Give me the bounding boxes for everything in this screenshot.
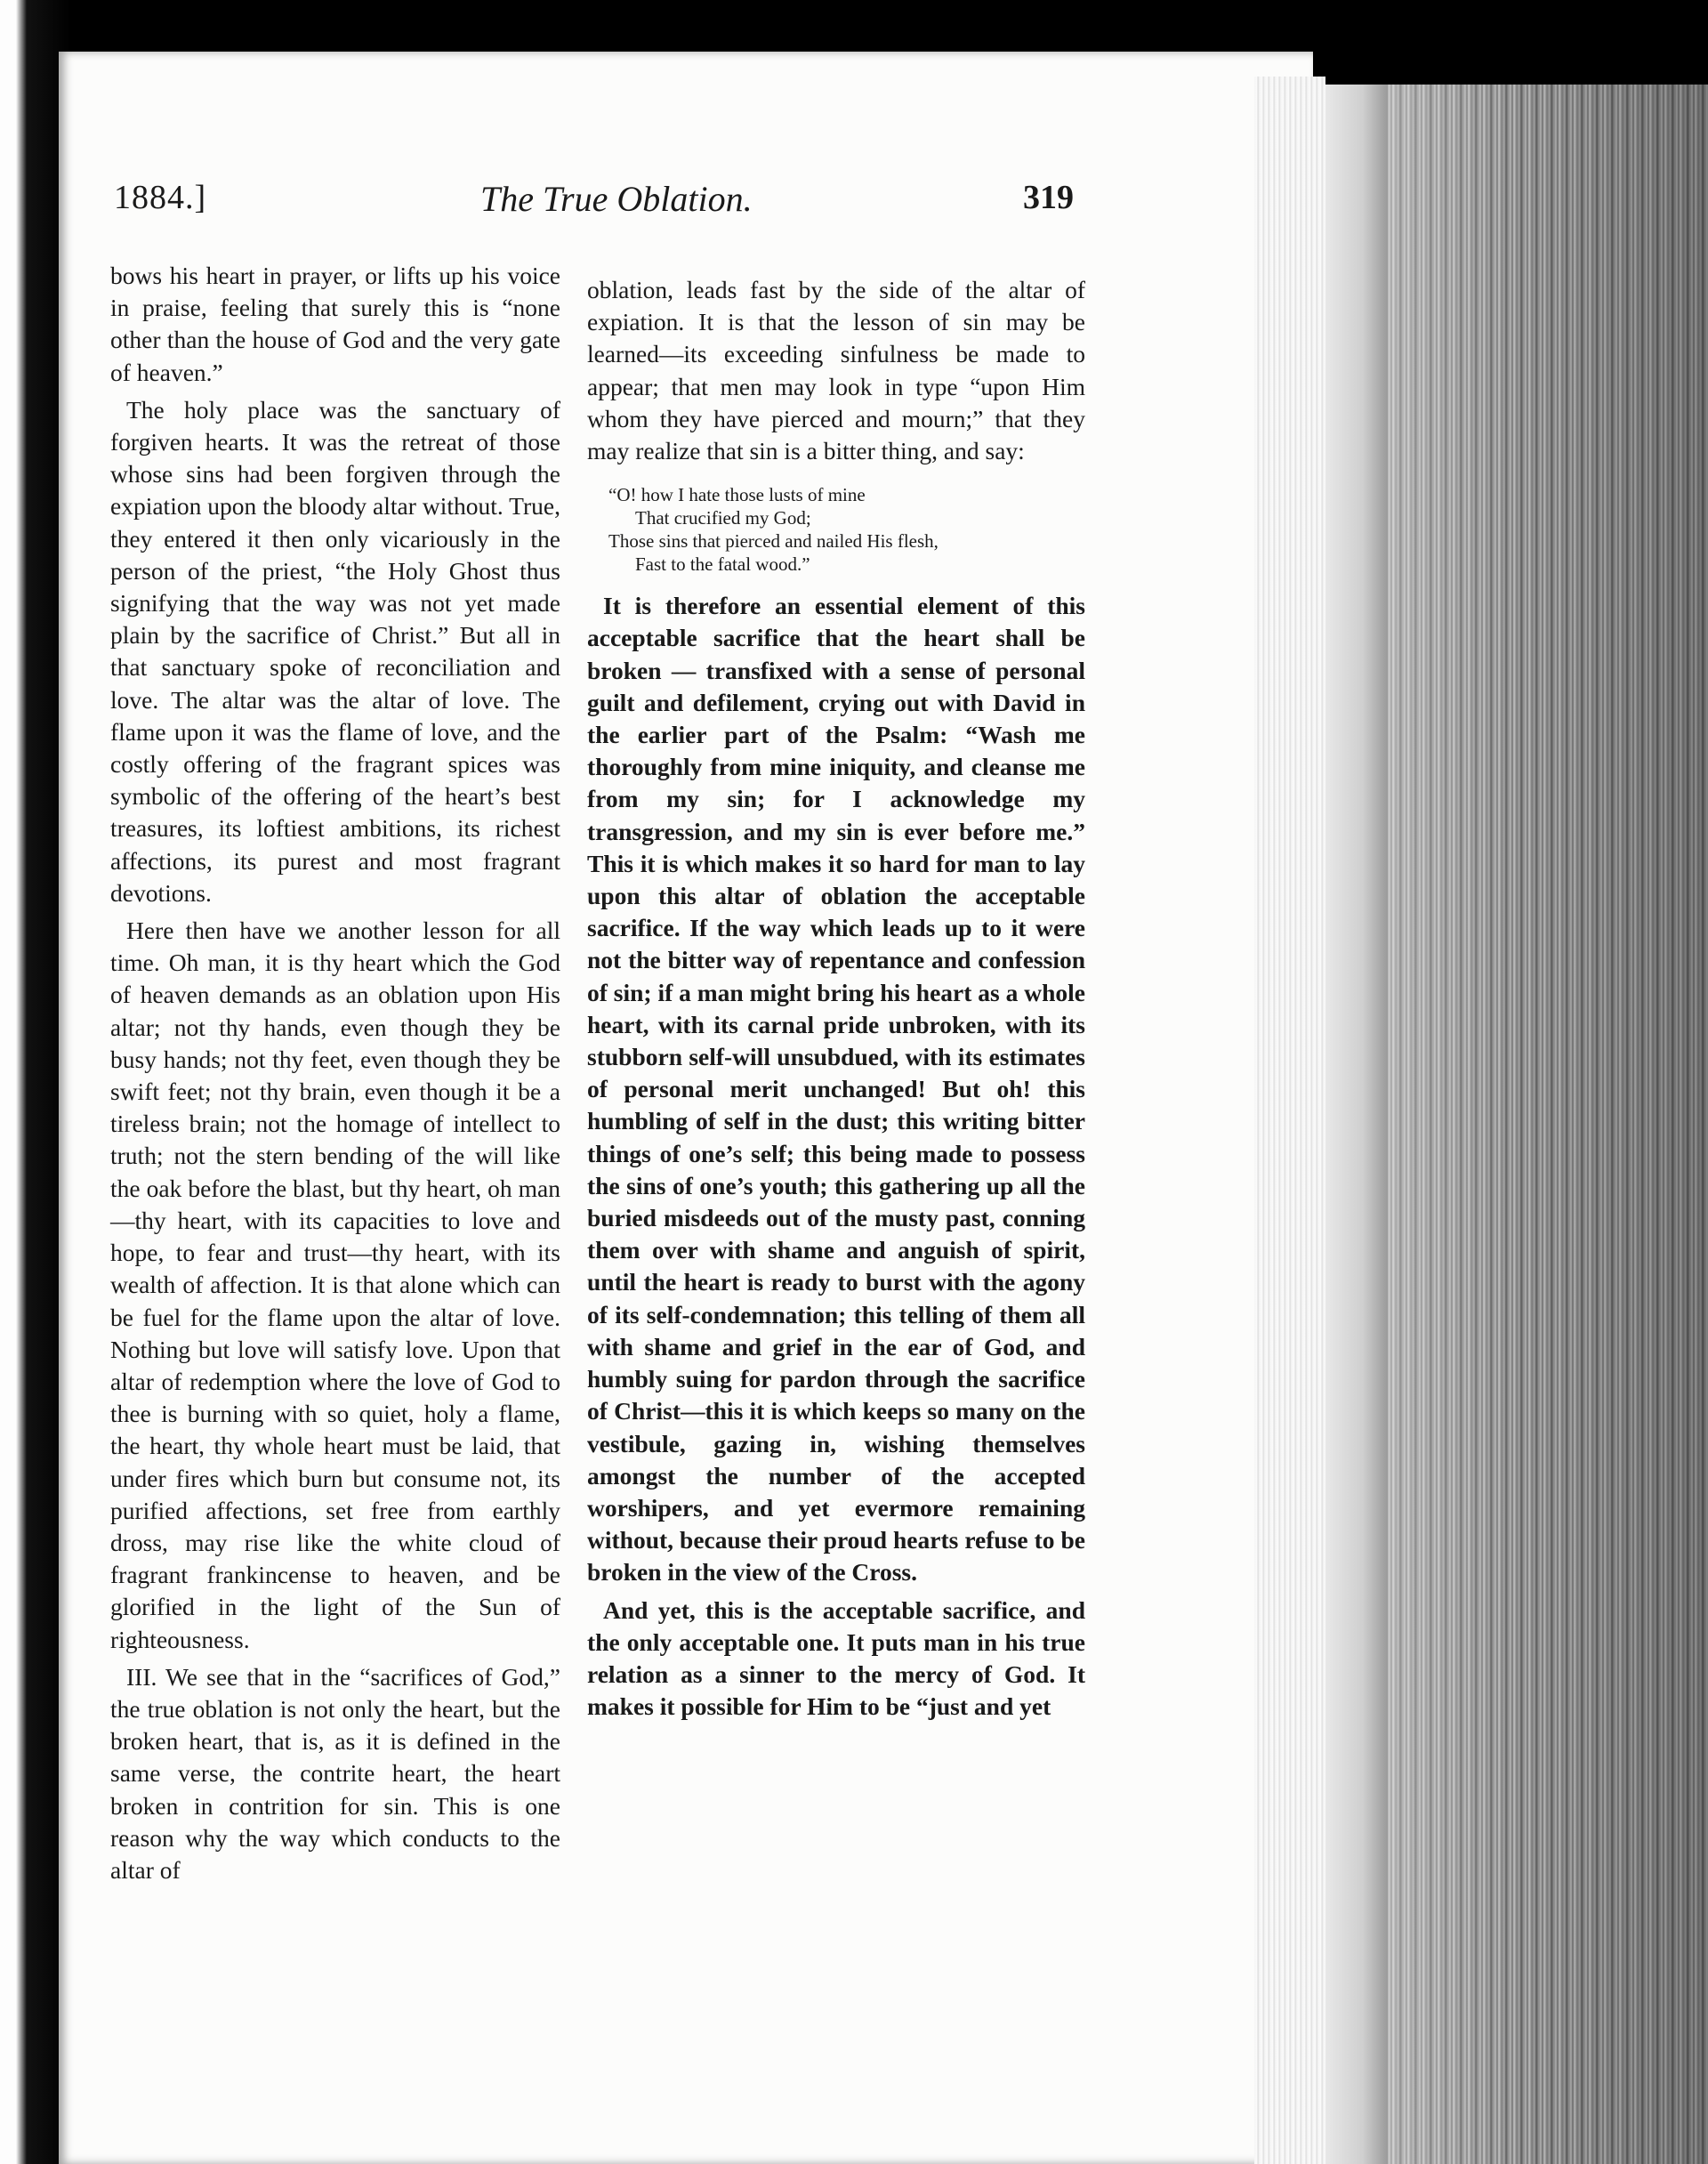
running-title: The True Oblation. (480, 179, 753, 219)
right-column (587, 274, 1085, 1723)
poem-quote (608, 483, 1085, 576)
paragraph: III. We see that in the “sacrifices of God,” the true oblation is not only the heart, but the broken heart, that is, as it is defined in the same verse, the contrite heart, the heart broken in contrition for sin. This is one reason why the way which conducts to the altar of (110, 1662, 560, 1884)
page-number: 319 (1023, 179, 1074, 216)
paragraph: oblation, leads fast by the side of the altar of expiation. It is that the lesson of sin may be learned—its exceeding sinfulness be made to appear; that men may look in type “upon Him whom they have pierced and mourn;” that they may realize that sin is a bitter thing, and say: (587, 276, 1085, 465)
header-year: 1884.] (114, 179, 207, 216)
poem-line: That crucified my God; (635, 507, 811, 529)
left-column (110, 260, 560, 1886)
poem-line: Fast to the fatal wood.” (635, 553, 810, 576)
poem-line: Those sins that pierced and nailed His flesh, (608, 530, 939, 553)
paragraph: The holy place was the sanctuary of forgiven hearts. It was the retreat of those whose sins had been forgiven through the expiation upon the bloody altar without. True, they entered it then only vicariously in the person of the priest, “the Holy Ghost thus signifying that the way was not yet made plain by the sacrifice of Christ.” But all in that sanctuary spoke of reconciliation and love. The altar was the altar of love. The flame upon it was the flame of love, and the costly offering of the fragrant spices was symbolic of the offering of the heart’s best treasures, its loftiest ambitions, its richest affections, its purest and most fragrant devotions. (110, 395, 560, 907)
paragraph: bows his heart in prayer, or lifts up his voice in praise, feeling that surely this is “none other than the house of God and the very gate of heaven.” (110, 262, 560, 386)
paragraph: It is therefore an essential element of this acceptable sacrifice that the heart shall be broken — transfixed with a sense of personal guilt and defilement, crying out with David in the earlier part of the Psalm: “Wash me thoroughly from mine iniquity, and cleanse me from my sin; for I acknowledge my transgression, and my sin is ever before me.” This it is which makes it so hard for man to lay upon this altar of oblation the acceptable sacrifice. If the way which leads up to it were not the bitter way of repentance and confession of sin; if a man might bring his heart as a whole heart, with its carnal pride unbroken, with its stubborn self-will unsubdued, with its estimates of personal merit unchanged! But oh! this humbling of self in the dust; this writing bitter things of one’s self; this being made to possess the sins of one’s youth; this gathering up all the buried misdeeds out of the musty past, conning them over with shame and anguish of spirit, until the heart is ready to burst with the agony of its self-condemnation; this telling of them all with shame and grief in the ear of God, and humbly suing for pardon through the sacrifice of Christ—this it is which keeps so many on the vestibule, gazing in, wishing themselves amongst the number of the accepted worshipers, and yet evermore remaining without, because their proud hearts refuse to be broken in the view of the Cross. (587, 592, 1085, 1587)
page-leaves (1254, 77, 1325, 2164)
paragraph: Here then have we another lesson for all time. Oh man, it is thy heart which the God of heaven demands as an oblation upon His altar; not thy hands, even though they be busy hands; not thy feet, even though they be swift feet; not thy brain, even though it be a tireless brain; not the homage of intellect to truth; not the stern bending of the will like the oak before the blast, but thy heart, oh man—thy heart, with its capacities to love and hope, to fear and trust—thy heart, with its wealth of affection. It is that alone which can be fuel for the flame upon the altar of love. Nothing but love will satisfy love. Upon that altar of redemption where the love of God to thee is burning with so quiet, holy a flame, the heart, thy whole heart must be laid, that under fires which burn but consume not, its purified affections, set free from earthly dross, may rise like the white cloud of fragrant frankincense to heaven, and be glorified in the light of the Sun of righteousness. (110, 916, 560, 1653)
poem-line: “O! how I hate those lusts of mine (608, 484, 866, 506)
page-edge-gap (1325, 85, 1388, 2164)
fore-edge-shade (1388, 85, 1708, 2164)
paragraph: And yet, this is the acceptable sacrifice, and the only acceptable one. It puts man in his true relation as a sinner to the mercy of God. It makes it possible for Him to be “just and yet (587, 1595, 1085, 1721)
